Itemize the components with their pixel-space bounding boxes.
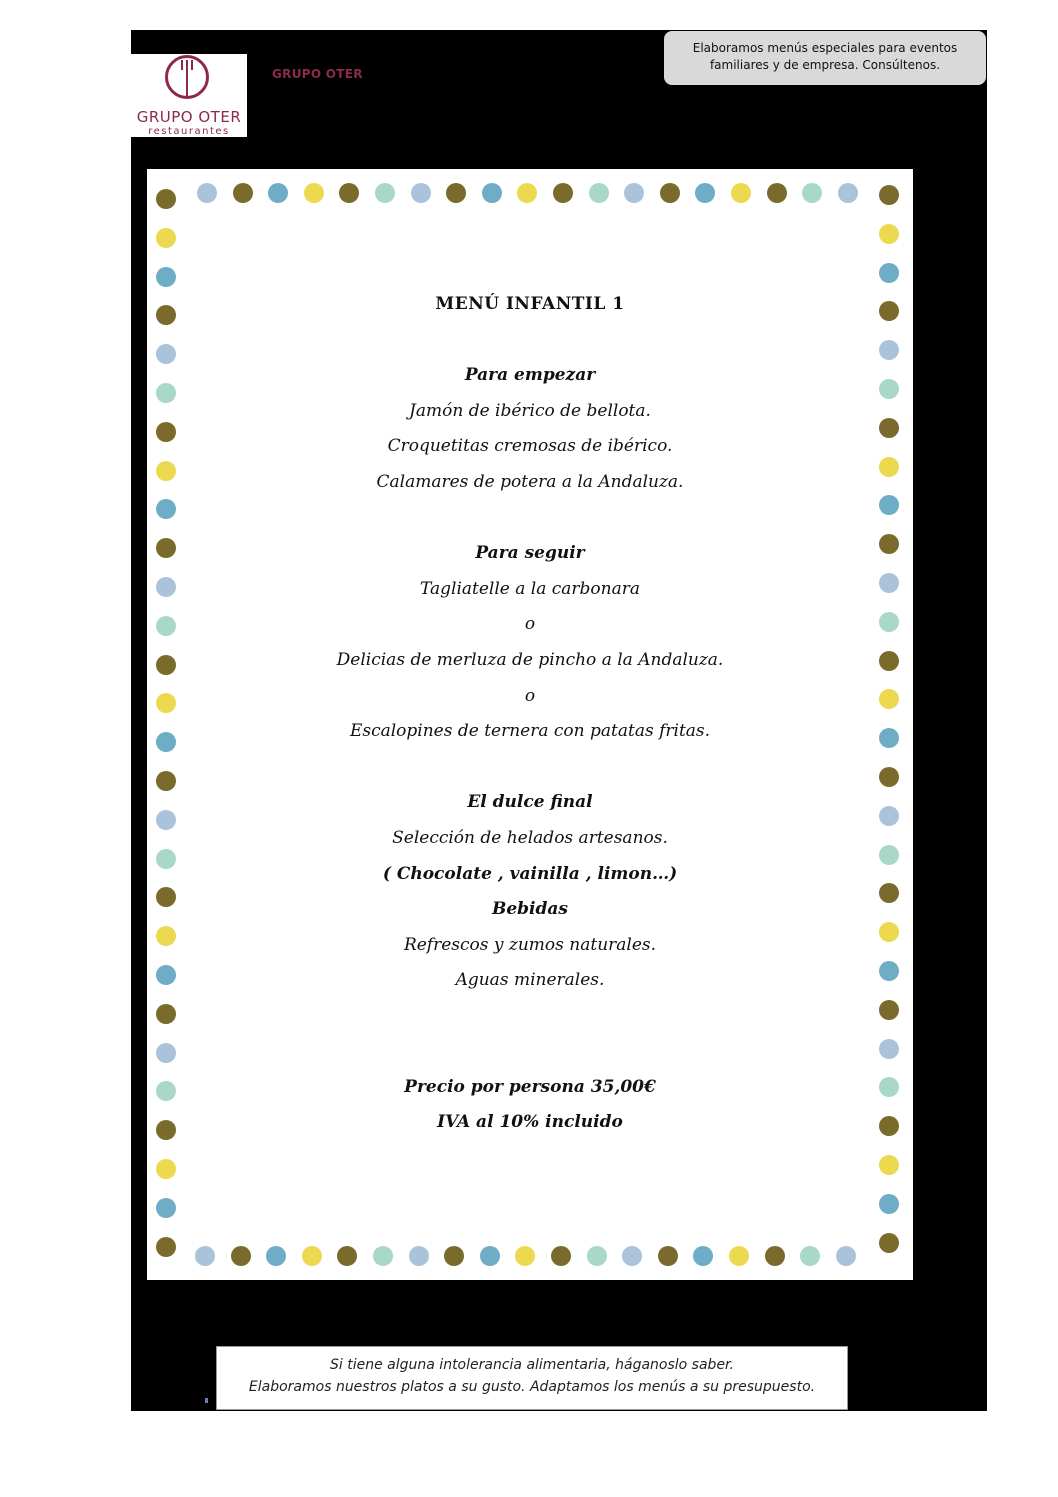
border-dot xyxy=(879,1155,899,1175)
price: Precio por persona 35,00€ xyxy=(404,1076,656,1097)
menu-item-flavors: ( Chocolate , vainilla , limon…) xyxy=(382,863,678,884)
page-mark xyxy=(205,1398,208,1403)
section-heading-mains: Para seguir xyxy=(475,543,585,564)
border-dot xyxy=(302,1246,322,1266)
menu-card xyxy=(147,169,913,1280)
border-dot xyxy=(879,263,899,283)
logo-text: GRUPO OTER xyxy=(136,108,242,126)
border-dot xyxy=(373,1246,393,1266)
border-dot xyxy=(375,183,395,203)
footer-line-2: Elaboramos nuestros platos a su gusto. Adaptamos los menús a su presupuesto. xyxy=(248,1379,816,1395)
border-dot xyxy=(879,1233,899,1253)
events-notice xyxy=(664,31,986,85)
logo-fork-handle xyxy=(186,60,188,98)
menu-item-separator: o xyxy=(524,685,536,706)
border-dot xyxy=(624,183,644,203)
border-dot xyxy=(156,1159,176,1179)
border-dot xyxy=(693,1246,713,1266)
menu-item: Croquetitas cremosas de ibérico. xyxy=(387,436,673,457)
menu-item: Selección de helados artesanos. xyxy=(392,827,668,848)
border-dot xyxy=(695,183,715,203)
border-dot xyxy=(551,1246,571,1266)
section-heading-dessert: El dulce final xyxy=(467,792,593,813)
border-dot xyxy=(197,183,217,203)
border-dot xyxy=(836,1246,856,1266)
logo xyxy=(131,54,247,137)
border-dot xyxy=(553,183,573,203)
border-dot xyxy=(517,183,537,203)
border-dot xyxy=(765,1246,785,1266)
border-dot xyxy=(879,1194,899,1214)
border-dot xyxy=(800,1246,820,1266)
menu-item: Escalopines de ternera con patatas fritas. xyxy=(349,721,711,742)
menu-title: MENÚ INFANTIL 1 xyxy=(435,294,625,314)
footer-line-1: Si tiene alguna intolerancia alimentaria, háganoslo saber. xyxy=(330,1357,734,1373)
vat-note: IVA al 10% incluido xyxy=(437,1112,623,1133)
border-dot xyxy=(156,1198,176,1218)
border-dot xyxy=(446,183,466,203)
border-dot xyxy=(156,1237,176,1257)
logo-subtext: restaurantes xyxy=(148,126,230,137)
border-dot xyxy=(266,1246,286,1266)
border-dot xyxy=(337,1246,357,1266)
footer-notice xyxy=(216,1346,848,1410)
border-dot xyxy=(731,183,751,203)
section-heading-starters: Para empezar xyxy=(464,365,596,386)
menu-item: Calamares de potera a la Andaluza. xyxy=(376,471,684,492)
brand-name: GRUPO OTER xyxy=(272,67,363,81)
menu-item-separator: o xyxy=(524,614,536,635)
menu-item: Delicias de merluza de pincho a la Andaluza. xyxy=(336,649,724,670)
border-dot xyxy=(304,183,324,203)
border-dot xyxy=(660,183,680,203)
menu-content xyxy=(147,287,913,1141)
notice-line-2: familiares y de empresa. Consúltenos. xyxy=(709,58,941,72)
border-dot xyxy=(339,183,359,203)
border-dot xyxy=(838,183,858,203)
border-dot xyxy=(156,228,176,248)
border-dot xyxy=(658,1246,678,1266)
border-dot xyxy=(729,1246,749,1266)
border-dot xyxy=(231,1246,251,1266)
border-dot xyxy=(444,1246,464,1266)
border-dot xyxy=(589,183,609,203)
border-dot xyxy=(411,183,431,203)
border-dot xyxy=(802,183,822,203)
section-heading-drinks: Bebidas xyxy=(491,899,568,920)
border-dot xyxy=(482,183,502,203)
menu-item: Tagliatelle a la carbonara xyxy=(419,578,641,599)
border-dot xyxy=(156,189,176,209)
border-dot xyxy=(767,183,787,203)
notice-line-1: Elaboramos menús especiales para eventos xyxy=(692,41,958,55)
border-dot xyxy=(879,224,899,244)
border-dot xyxy=(195,1246,215,1266)
border-dot xyxy=(268,183,288,203)
border-dot xyxy=(587,1246,607,1266)
border-dot xyxy=(622,1246,642,1266)
menu-item: Refrescos y zumos naturales. xyxy=(403,934,657,955)
border-dot xyxy=(233,183,253,203)
menu-item: Aguas minerales. xyxy=(455,970,605,991)
menu-item: Jamón de ibérico de bellota. xyxy=(409,400,651,421)
border-dot xyxy=(879,185,899,205)
border-dot xyxy=(480,1246,500,1266)
border-dot xyxy=(156,267,176,287)
border-dot xyxy=(515,1246,535,1266)
border-dot xyxy=(409,1246,429,1266)
